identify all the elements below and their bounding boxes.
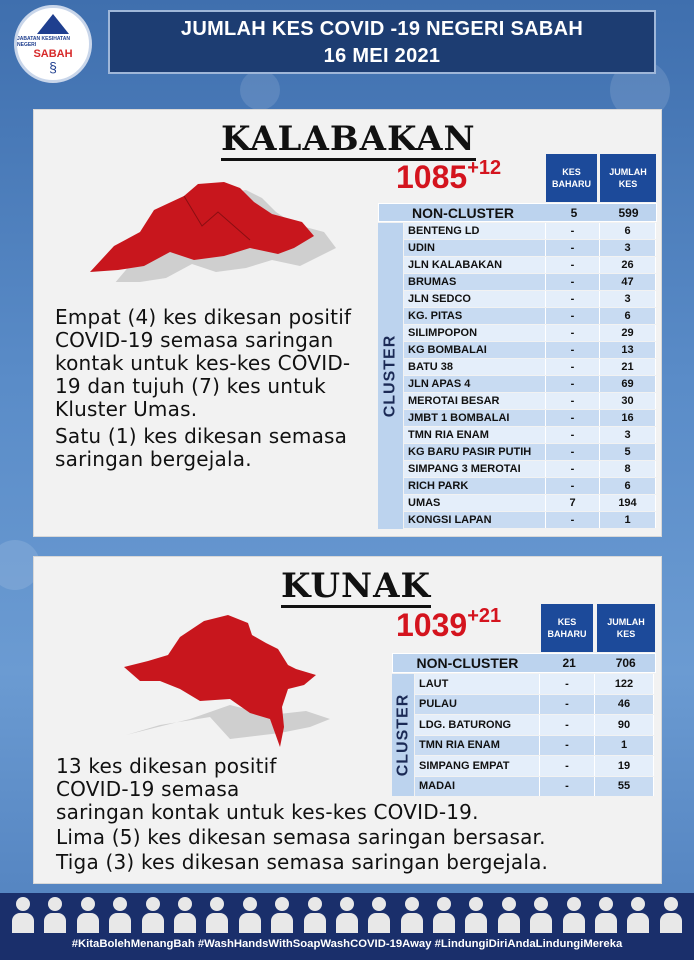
health-worker-icon (627, 897, 649, 933)
cluster-new-cases: - (546, 223, 600, 239)
cluster-new-cases: - (546, 291, 600, 307)
cluster-name: SIMPANG EMPAT (415, 756, 540, 776)
cluster-name: RICH PARK (404, 478, 546, 494)
cluster-total-cases: 3 (600, 291, 656, 307)
cluster-new-cases: - (540, 756, 595, 776)
cluster-row (415, 674, 654, 694)
new-cases: +21 (467, 605, 502, 627)
health-worker-icon (304, 897, 326, 933)
cluster-total-cases: 29 (600, 325, 656, 341)
cluster-new-cases: - (546, 444, 600, 460)
cluster-row (404, 393, 656, 409)
non-cluster-row (378, 203, 657, 222)
kunak-map (120, 615, 360, 755)
health-worker-icon (368, 897, 390, 933)
mountain-icon (37, 14, 69, 34)
cluster-new-cases: - (546, 274, 600, 290)
cluster-new-cases: - (546, 512, 600, 528)
narrative-line: Tiga (3) kes dikesan semasa saringan bergejala. (56, 850, 549, 874)
cluster-row (404, 342, 656, 358)
title-line-1: JUMLAH KES COVID -19 NEGERI SABAH (180, 18, 584, 40)
cluster-total-cases: 122 (595, 674, 654, 694)
new-cases: +12 (467, 157, 502, 179)
cluster-row (404, 257, 656, 273)
cluster-total-cases: 30 (600, 393, 656, 409)
cluster-total-cases: 55 (595, 777, 654, 797)
health-worker-icon (44, 897, 66, 933)
cluster-total-cases: 6 (600, 308, 656, 324)
cluster-name: MADAI (415, 777, 540, 797)
cluster-row (415, 777, 654, 797)
cluster-name: UDIN (404, 240, 546, 256)
col-header-new: KES BAHARU (546, 154, 597, 202)
cluster-name: KG. PITAS (404, 308, 546, 324)
cluster-row (415, 715, 654, 735)
cluster-name: TMN RIA ENAM (415, 736, 540, 756)
non-cluster-new: 21 (562, 656, 576, 670)
cluster-new-cases: - (546, 325, 600, 341)
cluster-total-cases: 1 (600, 512, 656, 528)
cluster-total-cases: 90 (595, 715, 654, 735)
cluster-new-cases: 7 (546, 495, 600, 511)
cluster-row (404, 444, 656, 460)
cluster-new-cases: - (546, 410, 600, 426)
cluster-row (404, 376, 656, 392)
cluster-name: JLN KALABAKAN (404, 257, 546, 273)
health-worker-illustrations (12, 897, 682, 935)
health-worker-icon (530, 897, 552, 933)
cluster-row (404, 495, 656, 511)
cluster-name: JLN SEDCO (404, 291, 546, 307)
footer-banner (0, 893, 694, 960)
non-cluster-total: 706 (615, 656, 636, 670)
health-worker-icon (595, 897, 617, 933)
cluster-new-cases: - (546, 393, 600, 409)
non-cluster-row (392, 653, 656, 673)
page-title (108, 10, 656, 74)
total-cases: 1085 (396, 159, 468, 195)
cluster-new-cases: - (540, 674, 595, 694)
district-title: KALABAKAN (221, 119, 476, 159)
health-worker-icon (401, 897, 423, 933)
health-worker-icon (465, 897, 487, 933)
kunak-narrative-a (56, 755, 396, 801)
non-cluster-label: NON-CLUSTER (412, 204, 514, 221)
cluster-new-cases: - (540, 777, 595, 797)
cluster-new-cases: - (546, 342, 600, 358)
cluster-name: JMBT 1 BOMBALAI (404, 410, 546, 426)
cluster-row (404, 427, 656, 443)
health-worker-icon (271, 897, 293, 933)
cluster-row (404, 478, 656, 494)
non-cluster-label: NON-CLUSTER (416, 655, 519, 671)
cluster-total-cases: 1 (595, 736, 654, 756)
cluster-name: JLN APAS 4 (404, 376, 546, 392)
kunak-narrative-b (56, 801, 656, 874)
cluster-new-cases: - (540, 695, 595, 715)
cluster-total-cases: 16 (600, 410, 656, 426)
cluster-new-cases: - (546, 461, 600, 477)
kalabakan-map (80, 182, 340, 282)
cluster-name: UMAS (404, 495, 546, 511)
cluster-row (404, 325, 656, 341)
health-worker-icon (206, 897, 228, 933)
cluster-name: KG BARU PASIR PUTIH (404, 444, 546, 460)
health-worker-icon (109, 897, 131, 933)
cluster-row (404, 512, 656, 528)
health-worker-icon (12, 897, 34, 933)
narrative-line: COVID-19 semasa (56, 777, 240, 801)
cluster-row (404, 223, 656, 239)
cluster-total-cases: 46 (595, 695, 654, 715)
health-worker-icon (563, 897, 585, 933)
cluster-side-label (378, 223, 403, 529)
case-total (396, 605, 501, 644)
cluster-name: SILIMPOPON (404, 325, 546, 341)
narrative-paragraph: Empat (4) kes dikesan positif COVID-19 semasa saringan kontak untuk kes-kes COVID-19 dan tujuh (7) kes untuk Kluster Umas. (55, 305, 352, 421)
kunak-panel (33, 556, 662, 884)
col-header-new: KES BAHARU (541, 604, 593, 652)
cluster-total-cases: 5 (600, 444, 656, 460)
cluster-new-cases: - (546, 376, 600, 392)
cluster-name: LAUT (415, 674, 540, 694)
cluster-total-cases: 69 (600, 376, 656, 392)
kalabakan-narrative (55, 306, 375, 471)
cluster-row (404, 308, 656, 324)
health-worker-icon (433, 897, 455, 933)
cluster-name: BRUMAS (404, 274, 546, 290)
cluster-row (415, 736, 654, 756)
narrative-paragraph: Satu (1) kes dikesan semasa saringan bergejala. (55, 424, 348, 471)
cluster-total-cases: 6 (600, 478, 656, 494)
cluster-name: PULAU (415, 695, 540, 715)
cluster-new-cases: - (546, 427, 600, 443)
title-date: 16 MEI 2021 (323, 45, 441, 67)
health-worker-icon (77, 897, 99, 933)
cluster-total-cases: 3 (600, 240, 656, 256)
cluster-name: SIMPANG 3 MEROTAI (404, 461, 546, 477)
narrative-line: 13 kes dikesan positif (56, 754, 277, 778)
health-worker-icon (174, 897, 196, 933)
non-cluster-new: 5 (570, 205, 578, 220)
hashtags: #KitaBolehMenangBah #WashHandsWithSoapWashCOVID-19Away #LindungiDiriAndaLindungiMereka (71, 938, 623, 950)
cluster-row (404, 359, 656, 375)
kalabakan-panel (33, 109, 662, 537)
cluster-total-cases: 21 (600, 359, 656, 375)
narrative-line: saringan kontak untuk kes-kes COVID-19. (56, 800, 479, 824)
cluster-row (404, 291, 656, 307)
cluster-total-cases: 13 (600, 342, 656, 358)
cluster-new-cases: - (540, 736, 595, 756)
col-header-total: JUMLAH KES (597, 604, 655, 652)
cluster-total-cases: 8 (600, 461, 656, 477)
case-total (396, 157, 501, 196)
cluster-new-cases: - (546, 308, 600, 324)
sabah-health-logo (14, 5, 92, 83)
logo-name: SABAH (33, 48, 73, 60)
cluster-new-cases: - (546, 478, 600, 494)
cluster-label-text: CLUSTER (394, 693, 411, 777)
narrative-line: Lima (5) kes dikesan semasa saringan bersasar. (56, 825, 546, 849)
cluster-name: MEROTAI BESAR (404, 393, 546, 409)
cluster-name: BATU 38 (404, 359, 546, 375)
logo-caption: JABATAN KESIHATAN NEGERI (17, 36, 70, 48)
cluster-total-cases: 3 (600, 427, 656, 443)
swirl-icon: § (49, 59, 57, 75)
cluster-new-cases: - (540, 715, 595, 735)
health-worker-icon (498, 897, 520, 933)
cluster-new-cases: - (546, 359, 600, 375)
cluster-label-text: CLUSTER (381, 334, 399, 418)
cluster-total-cases: 47 (600, 274, 656, 290)
cluster-new-cases: - (546, 240, 600, 256)
non-cluster-total: 599 (618, 205, 639, 220)
health-worker-icon (239, 897, 261, 933)
cluster-row (404, 274, 656, 290)
cluster-total-cases: 6 (600, 223, 656, 239)
col-header-total: JUMLAH KES (600, 154, 656, 202)
cluster-row (415, 695, 654, 715)
cluster-name: KG BOMBALAI (404, 342, 546, 358)
cluster-name: LDG. BATURONG (415, 715, 540, 735)
cluster-total-cases: 19 (595, 756, 654, 776)
cluster-total-cases: 194 (600, 495, 656, 511)
cluster-name: KONGSI LAPAN (404, 512, 546, 528)
cluster-name: TMN RIA ENAM (404, 427, 546, 443)
cluster-row (404, 240, 656, 256)
health-worker-icon (336, 897, 358, 933)
cluster-row (415, 756, 654, 776)
cluster-name: BENTENG LD (404, 223, 546, 239)
cluster-total-cases: 26 (600, 257, 656, 273)
health-worker-icon (142, 897, 164, 933)
cluster-new-cases: - (546, 257, 600, 273)
virus-decoration (240, 70, 280, 110)
district-title: KUNAK (281, 566, 431, 606)
cluster-row (404, 461, 656, 477)
total-cases: 1039 (396, 607, 468, 643)
health-worker-icon (660, 897, 682, 933)
cluster-row (404, 410, 656, 426)
